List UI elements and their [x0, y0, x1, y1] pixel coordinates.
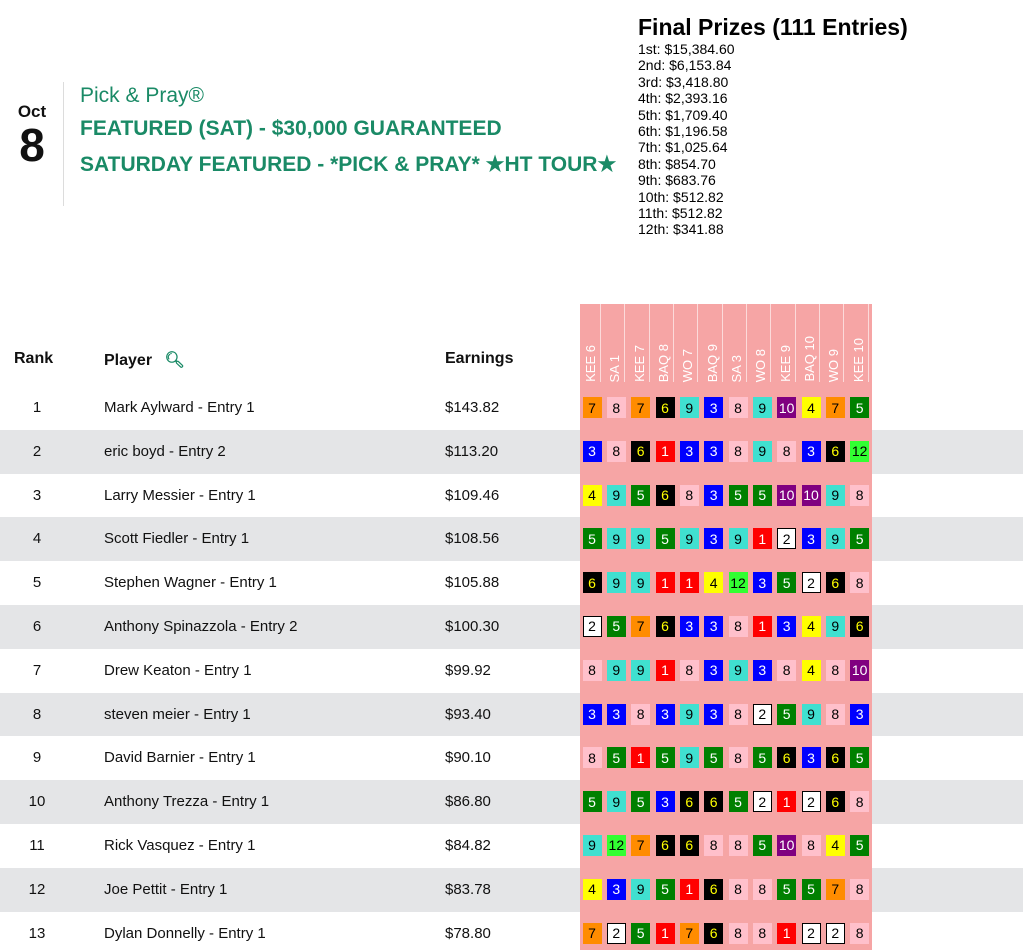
player-name[interactable]: Rick Vasquez - Entry 1: [104, 836, 256, 854]
saddle-cloth-pick: 6: [826, 747, 845, 768]
saddle-cloth-pick: 4: [583, 879, 602, 900]
saddle-cloth-pick: 6: [631, 441, 650, 462]
saddle-cloth-pick: 2: [802, 923, 821, 944]
table-row[interactable]: [0, 386, 1023, 430]
player-name[interactable]: eric boyd - Entry 2: [104, 442, 226, 460]
table-row[interactable]: [0, 517, 1023, 561]
saddle-cloth-pick: 2: [753, 704, 772, 725]
table-row[interactable]: [0, 824, 1023, 868]
saddle-cloth-pick: 8: [826, 704, 845, 725]
saddle-cloth-pick: 5: [753, 485, 772, 506]
saddle-cloth-pick: 2: [583, 616, 602, 637]
player-name[interactable]: Scott Fiedler - Entry 1: [104, 530, 250, 548]
picks-cell: [580, 868, 872, 912]
race-header-label: WO 7: [680, 348, 696, 382]
earnings-cell: $86.80: [445, 793, 491, 811]
saddle-cloth-pick: 9: [826, 616, 845, 637]
saddle-cloth-pick: 5: [607, 616, 626, 637]
saddle-cloth-pick: 1: [631, 747, 650, 768]
saddle-cloth-pick: 2: [802, 572, 821, 593]
saddle-cloth-pick: 5: [802, 879, 821, 900]
saddle-cloth-pick: 10: [777, 485, 796, 506]
earnings-cell: $99.92: [445, 661, 491, 679]
saddle-cloth-pick: 6: [656, 485, 675, 506]
prize-item: 7th: $1,025.64: [638, 139, 728, 156]
saddle-cloth-pick: 10: [777, 835, 796, 856]
player-name[interactable]: Drew Keaton - Entry 1: [104, 661, 252, 679]
saddle-cloth-pick: 9: [631, 879, 650, 900]
saddle-cloth-pick: 8: [631, 704, 650, 725]
saddle-cloth-pick: 5: [631, 923, 650, 944]
saddle-cloth-pick: 1: [656, 923, 675, 944]
saddle-cloth-pick: 5: [656, 528, 675, 549]
saddle-cloth-pick: 3: [680, 441, 699, 462]
table-row[interactable]: [0, 474, 1023, 518]
saddle-cloth-pick: 12: [850, 441, 869, 462]
table-row[interactable]: [0, 605, 1023, 649]
saddle-cloth-pick: 9: [826, 528, 845, 549]
saddle-cloth-pick: 3: [802, 747, 821, 768]
rank-cell: 4: [32, 530, 42, 548]
saddle-cloth-pick: 1: [656, 660, 675, 681]
earnings-cell: $93.40: [445, 705, 491, 723]
saddle-cloth-pick: 5: [729, 485, 748, 506]
prize-item: 10th: $512.82: [638, 188, 724, 205]
saddle-cloth-pick: 1: [656, 441, 675, 462]
saddle-cloth-pick: 8: [729, 616, 748, 637]
saddle-cloth-pick: 7: [583, 397, 602, 418]
saddle-cloth-pick: 9: [583, 835, 602, 856]
table-row[interactable]: [0, 430, 1023, 474]
earnings-cell: $105.88: [445, 574, 500, 592]
saddle-cloth-pick: 1: [680, 879, 699, 900]
saddle-cloth-pick: 2: [753, 791, 772, 812]
saddle-cloth-pick: 8: [729, 879, 748, 900]
divider: [63, 82, 64, 206]
event-brand: Pick & Pray®: [80, 84, 205, 107]
saddle-cloth-pick: 3: [607, 879, 626, 900]
race-header-label: BAQ 9: [704, 343, 720, 382]
rank-cell: 2: [32, 442, 42, 460]
saddle-cloth-pick: 8: [753, 923, 772, 944]
saddle-cloth-pick: 8: [729, 397, 748, 418]
rank-cell: 13: [28, 924, 46, 942]
race-header-label: BAQ 10: [802, 336, 817, 382]
earnings-cell: $83.78: [445, 880, 491, 898]
saddle-cloth-pick: 8: [607, 397, 626, 418]
saddle-cloth-pick: 7: [680, 923, 699, 944]
saddle-cloth-pick: 8: [802, 835, 821, 856]
rank-cell: 6: [32, 617, 42, 635]
rank-cell: 10: [28, 793, 46, 811]
saddle-cloth-pick: 8: [704, 835, 723, 856]
earnings-cell: $100.30: [445, 617, 500, 635]
earnings-cell: $109.46: [445, 486, 500, 504]
saddle-cloth-pick: 3: [802, 528, 821, 549]
saddle-cloth-pick: 3: [583, 704, 602, 725]
rank-cell: 1: [32, 399, 42, 416]
picks-cell: [580, 386, 872, 430]
saddle-cloth-pick: 8: [777, 660, 796, 681]
player-name[interactable]: Anthony Spinazzola - Entry 2: [104, 617, 298, 635]
prize-item: 4th: $2,393.16: [638, 90, 728, 107]
saddle-cloth-pick: 3: [704, 616, 723, 637]
saddle-cloth-pick: 3: [704, 441, 723, 462]
saddle-cloth-pick: 4: [704, 572, 723, 593]
saddle-cloth-pick: 5: [631, 485, 650, 506]
player-header: Player: [104, 352, 153, 369]
rank-cell: 12: [28, 880, 46, 898]
prize-item: 3rd: $3,418.80: [638, 73, 729, 90]
earnings-header: Earnings: [445, 350, 514, 367]
saddle-cloth-pick: 9: [680, 704, 699, 725]
leaderboard-header: [0, 338, 1023, 382]
saddle-cloth-pick: 3: [704, 660, 723, 681]
saddle-cloth-pick: 5: [583, 791, 602, 812]
picks-cell: [580, 824, 872, 868]
saddle-cloth-pick: 5: [753, 747, 772, 768]
prize-item: 9th: $683.76: [638, 172, 716, 189]
picks-cell: [580, 517, 872, 561]
player-name[interactable]: steven meier - Entry 1: [104, 705, 251, 723]
table-row[interactable]: [0, 649, 1023, 693]
saddle-cloth-pick: 6: [704, 923, 723, 944]
prize-item: 12th: $341.88: [638, 221, 724, 238]
saddle-cloth-pick: 6: [826, 441, 845, 462]
saddle-cloth-pick: 5: [656, 879, 675, 900]
saddle-cloth-pick: 6: [656, 616, 675, 637]
saddle-cloth-pick: 9: [802, 704, 821, 725]
earnings-cell: $143.82: [445, 399, 500, 416]
race-header-label: WO 8: [753, 348, 769, 382]
saddle-cloth-pick: 3: [704, 485, 723, 506]
saddle-cloth-pick: 5: [607, 747, 626, 768]
saddle-cloth-pick: 5: [656, 747, 675, 768]
saddle-cloth-pick: 5: [777, 572, 796, 593]
saddle-cloth-pick: 8: [850, 572, 869, 593]
saddle-cloth-pick: 9: [631, 528, 650, 549]
saddle-cloth-pick: 6: [826, 791, 845, 812]
player-name[interactable]: Joe Pettit - Entry 1: [104, 880, 228, 898]
event-title[interactable]: FEATURED (SAT) - $30,000 GUARANTEED SATURDAY FEATURED - *PICK & PRAY* ★HT TOUR★: [80, 117, 617, 176]
saddle-cloth-pick: 7: [826, 397, 845, 418]
rank-cell: 5: [32, 574, 42, 592]
saddle-cloth-pick: 9: [729, 660, 748, 681]
saddle-cloth-pick: 5: [583, 528, 602, 549]
saddle-cloth-pick: 8: [850, 923, 869, 944]
saddle-cloth-pick: 9: [631, 572, 650, 593]
player-name[interactable]: Mark Aylward - Entry 1: [104, 399, 255, 416]
saddle-cloth-pick: 10: [802, 485, 821, 506]
saddle-cloth-pick: 9: [826, 485, 845, 506]
saddle-cloth-pick: 9: [729, 528, 748, 549]
player-header-wrap: [104, 350, 185, 370]
saddle-cloth-pick: 4: [826, 835, 845, 856]
saddle-cloth-pick: 5: [850, 528, 869, 549]
saddle-cloth-pick: 6: [850, 616, 869, 637]
saddle-cloth-pick: 3: [656, 704, 675, 725]
saddle-cloth-pick: 4: [802, 616, 821, 637]
saddle-cloth-pick: 3: [680, 616, 699, 637]
event-day: 8: [19, 119, 45, 171]
saddle-cloth-pick: 8: [607, 441, 626, 462]
saddle-cloth-pick: 9: [753, 397, 772, 418]
saddle-cloth-pick: 3: [583, 441, 602, 462]
saddle-cloth-pick: 5: [850, 835, 869, 856]
saddle-cloth-pick: 8: [583, 660, 602, 681]
picks-cell: [580, 649, 872, 693]
saddle-cloth-pick: 8: [729, 441, 748, 462]
saddle-cloth-pick: 8: [583, 747, 602, 768]
player-name[interactable]: Dylan Donnelly - Entry 1: [104, 924, 266, 942]
saddle-cloth-pick: 9: [607, 660, 626, 681]
saddle-cloth-pick: 4: [802, 660, 821, 681]
player-name[interactable]: David Barnier - Entry 1: [104, 749, 256, 767]
table-row[interactable]: [0, 780, 1023, 824]
saddle-cloth-pick: 8: [850, 879, 869, 900]
saddle-cloth-pick: 9: [680, 747, 699, 768]
saddle-cloth-pick: 2: [826, 923, 845, 944]
saddle-cloth-pick: 9: [607, 572, 626, 593]
saddle-cloth-pick: 3: [753, 660, 772, 681]
saddle-cloth-pick: 6: [704, 791, 723, 812]
saddle-cloth-pick: 6: [704, 879, 723, 900]
saddle-cloth-pick: 4: [583, 485, 602, 506]
saddle-cloth-pick: 3: [850, 704, 869, 725]
earnings-cell: $108.56: [445, 530, 500, 548]
saddle-cloth-pick: 3: [777, 616, 796, 637]
saddle-cloth-pick: 5: [753, 835, 772, 856]
rank-cell: 11: [29, 836, 45, 854]
prize-item: 8th: $854.70: [638, 155, 716, 172]
table-row[interactable]: [0, 912, 1023, 950]
race-header-label: KEE 9: [777, 345, 793, 382]
saddle-cloth-pick: 5: [777, 704, 796, 725]
event-title-block: [80, 83, 620, 183]
saddle-cloth-pick: 1: [777, 791, 796, 812]
saddle-cloth-pick: 7: [826, 879, 845, 900]
saddle-cloth-pick: 7: [583, 923, 602, 944]
picks-cell: [580, 561, 872, 605]
saddle-cloth-pick: 8: [729, 747, 748, 768]
saddle-cloth-pick: 7: [631, 616, 650, 637]
saddle-cloth-pick: 8: [753, 879, 772, 900]
saddle-cloth-pick: 2: [802, 791, 821, 812]
race-header-label: KEE 6: [583, 345, 598, 382]
player-name[interactable]: Larry Messier - Entry 1: [104, 486, 256, 504]
saddle-cloth-pick: 8: [729, 835, 748, 856]
saddle-cloth-pick: 9: [607, 485, 626, 506]
saddle-cloth-pick: 3: [704, 704, 723, 725]
saddle-cloth-pick: 3: [802, 441, 821, 462]
saddle-cloth-pick: 8: [680, 660, 699, 681]
final-prizes-heading: Final Prizes (111 Entries): [638, 14, 908, 40]
search-icon[interactable]: 🔍︎: [164, 352, 185, 369]
saddle-cloth-pick: 6: [656, 397, 675, 418]
saddle-cloth-pick: 5: [704, 747, 723, 768]
race-header-label: WO 9: [826, 348, 842, 382]
saddle-cloth-pick: 8: [826, 660, 845, 681]
saddle-cloth-pick: 6: [583, 572, 602, 593]
prize-item: 5th: $1,709.40: [638, 106, 728, 123]
player-name[interactable]: Stephen Wagner - Entry 1: [104, 574, 277, 592]
saddle-cloth-pick: 1: [680, 572, 699, 593]
saddle-cloth-pick: 8: [777, 441, 796, 462]
prize-item: 11th: $512.82: [638, 205, 723, 222]
race-header-label: SA 3: [729, 354, 744, 382]
picks-cell: [580, 430, 872, 474]
saddle-cloth-pick: 6: [656, 835, 675, 856]
saddle-cloth-pick: 9: [753, 441, 772, 462]
saddle-cloth-pick: 4: [802, 397, 821, 418]
table-row[interactable]: [0, 868, 1023, 912]
saddle-cloth-pick: 5: [850, 747, 869, 768]
race-header-label: KEE 7: [631, 345, 647, 382]
saddle-cloth-pick: 8: [729, 704, 748, 725]
saddle-cloth-pick: 5: [850, 397, 869, 418]
saddle-cloth-pick: 7: [631, 835, 650, 856]
rank-cell: 7: [32, 661, 42, 679]
saddle-cloth-pick: 12: [607, 835, 626, 856]
event-month: Oct: [17, 102, 47, 121]
saddle-cloth-pick: 9: [680, 528, 699, 549]
picks-cell: [580, 912, 872, 950]
saddle-cloth-pick: 1: [753, 528, 772, 549]
prize-item: 6th: $1,196.58: [638, 123, 728, 140]
saddle-cloth-pick: 8: [729, 923, 748, 944]
prize-list: [638, 41, 908, 238]
saddle-cloth-pick: 9: [680, 397, 699, 418]
saddle-cloth-pick: 1: [777, 923, 796, 944]
saddle-cloth-pick: 9: [607, 791, 626, 812]
final-prizes-panel: [638, 14, 908, 238]
event-date: [12, 102, 52, 171]
saddle-cloth-pick: 1: [656, 572, 675, 593]
saddle-cloth-pick: 1: [753, 616, 772, 637]
picks-cell: [580, 605, 872, 649]
player-name[interactable]: Anthony Trezza - Entry 1: [104, 793, 270, 811]
leaderboard-rows: [0, 386, 1023, 950]
saddle-cloth-pick: 3: [607, 704, 626, 725]
saddle-cloth-pick: 8: [680, 485, 699, 506]
earnings-cell: $90.10: [445, 749, 491, 767]
saddle-cloth-pick: 3: [656, 791, 675, 812]
saddle-cloth-pick: 7: [631, 397, 650, 418]
saddle-cloth-pick: 5: [631, 791, 650, 812]
saddle-cloth-pick: 8: [850, 791, 869, 812]
saddle-cloth-pick: 3: [753, 572, 772, 593]
saddle-cloth-pick: 3: [704, 397, 723, 418]
saddle-cloth-pick: 12: [729, 572, 748, 593]
saddle-cloth-pick: 2: [607, 923, 626, 944]
race-header-label: KEE 10: [850, 337, 866, 382]
earnings-cell: $78.80: [445, 924, 491, 942]
picks-cell: [580, 736, 872, 780]
saddle-cloth-pick: 6: [826, 572, 845, 593]
table-row[interactable]: [0, 693, 1023, 737]
saddle-cloth-pick: 9: [631, 660, 650, 681]
saddle-cloth-pick: 2: [777, 528, 796, 549]
saddle-cloth-pick: 8: [850, 485, 869, 506]
race-header-label: SA 1: [607, 354, 623, 382]
rank-cell: 8: [32, 705, 42, 723]
saddle-cloth-pick: 3: [704, 528, 723, 549]
table-row[interactable]: [0, 736, 1023, 780]
race-header-label: BAQ 8: [656, 343, 671, 382]
rank-header: Rank: [14, 350, 54, 367]
earnings-cell: $113.20: [445, 442, 499, 460]
saddle-cloth-pick: 6: [680, 835, 699, 856]
prize-item: 2nd: $6,153.84: [638, 57, 732, 74]
saddle-cloth-pick: 6: [777, 747, 796, 768]
saddle-cloth-pick: 5: [729, 791, 748, 812]
picks-cell: [580, 693, 872, 737]
saddle-cloth-pick: 10: [777, 397, 796, 418]
rank-cell: 9: [32, 749, 42, 767]
picks-cell: [580, 474, 872, 518]
saddle-cloth-pick: 10: [850, 660, 869, 681]
saddle-cloth-pick: 5: [777, 879, 796, 900]
saddle-cloth-pick: 6: [680, 791, 699, 812]
picks-cell: [580, 780, 872, 824]
saddle-cloth-pick: 9: [607, 528, 626, 549]
table-row[interactable]: [0, 561, 1023, 605]
earnings-cell: $84.82: [445, 836, 491, 854]
rank-cell: 3: [32, 486, 42, 504]
prize-item: 1st: $15,384.60: [638, 41, 735, 57]
